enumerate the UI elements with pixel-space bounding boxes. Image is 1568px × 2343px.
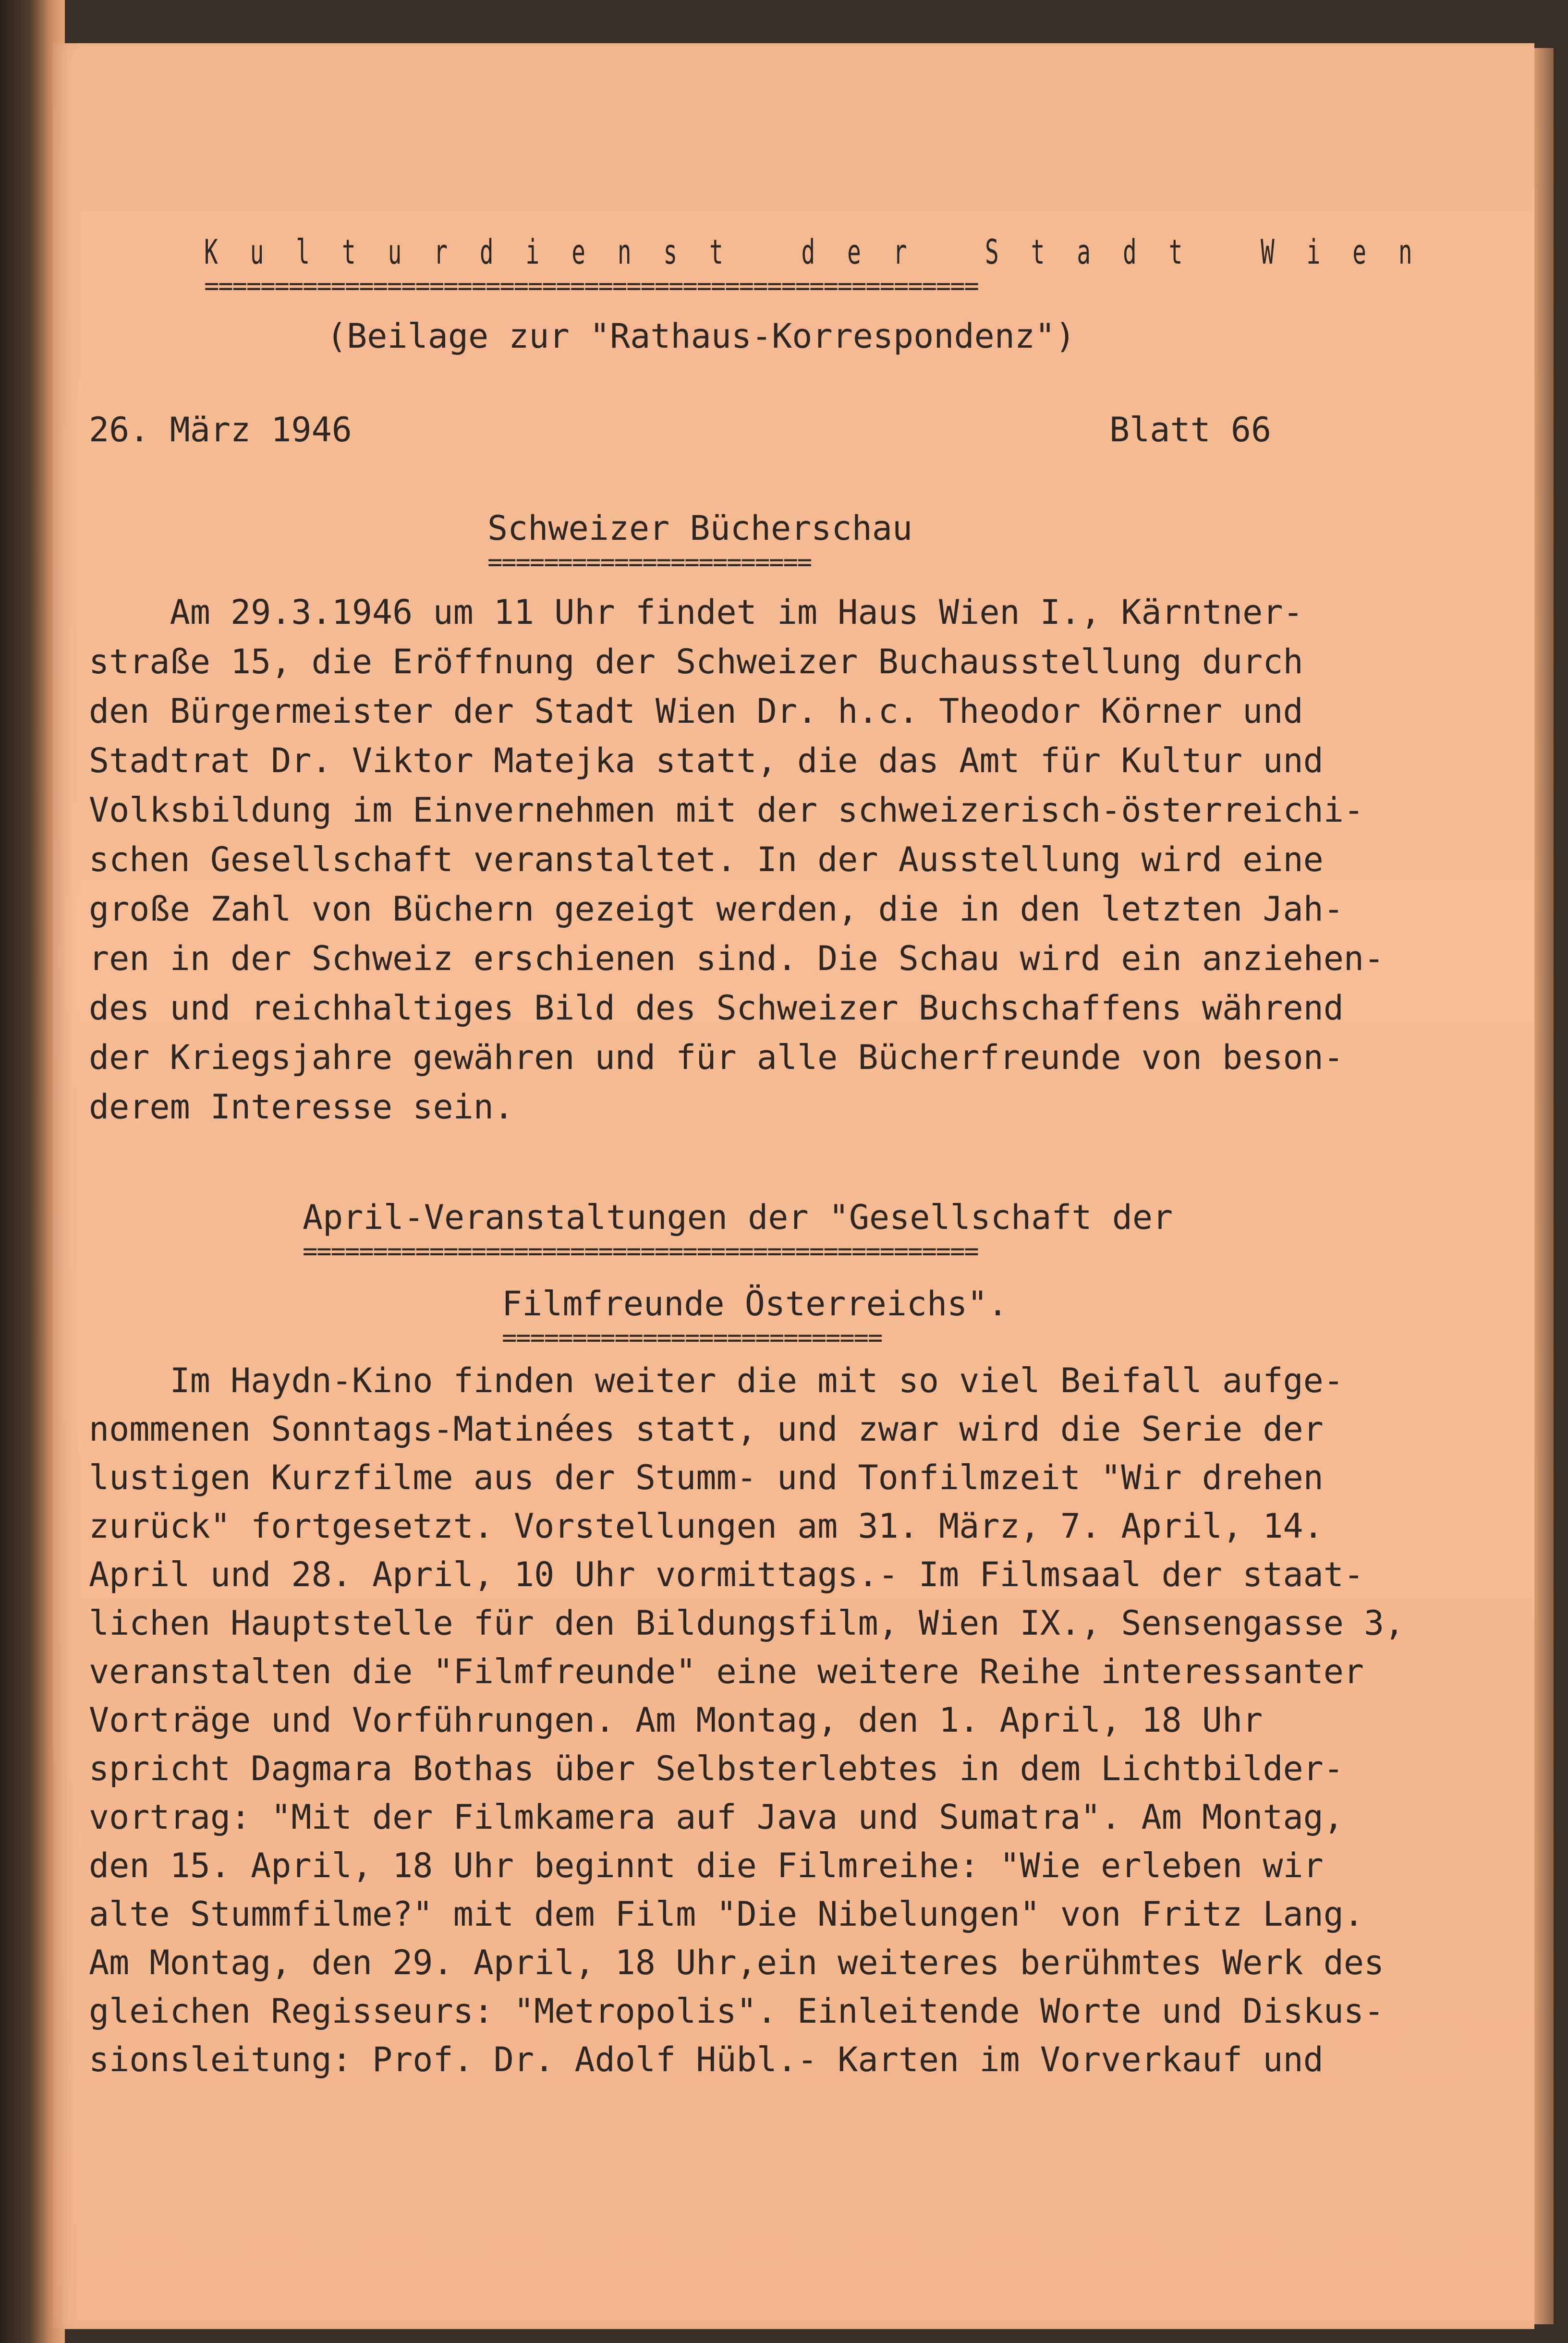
article2-heading-rule1: ================================================: [303, 1237, 978, 1266]
article2-line: alte Stummfilme?" mit dem Film "Die Nibelungen" von Fritz Lang.: [89, 1894, 1364, 1934]
header-title: K u l t u r d i e n s t d e r S t a d t W i e n: [204, 232, 1422, 272]
document-date: 26. März 1946: [89, 410, 352, 449]
article1-line: Stadtrat Dr. Viktor Matejka statt, die das Amt für Kultur und: [89, 741, 1324, 780]
article1-line: der Kriegsjahre gewähren und für alle Bücherfreunde von beson-: [89, 1038, 1344, 1077]
article2-line: sionsleitung: Prof. Dr. Adolf Hübl.- Karten im Vorverkauf und: [89, 2040, 1324, 2079]
article2-heading-line1: April-Veranstaltungen der "Gesellschaft der: [303, 1198, 1173, 1237]
article2-line: Im Haydn-Kino finden weiter die mit so viel Beifall aufge-: [89, 1361, 1344, 1400]
article2-line: den 15. April, 18 Uhr beginnt die Filmreihe: "Wie erleben wir: [89, 1846, 1324, 1885]
article2-heading-rule2: ===========================: [502, 1323, 882, 1352]
article1-line: derem Interesse sein.: [89, 1087, 514, 1127]
article1-heading-rule: =======================: [487, 548, 812, 577]
header-title-rule: =======================================================: [204, 272, 978, 301]
document-page: [53, 43, 1534, 2329]
article1-line: straße 15, die Eröffnung der Schweizer Buchausstellung durch: [89, 642, 1303, 681]
sheet-number: Blatt 66: [1109, 410, 1272, 449]
article2-line: lustigen Kurzfilme aus der Stumm- und Tonfilmzeit "Wir drehen: [89, 1458, 1324, 1497]
article2-line: Am Montag, den 29. April, 18 Uhr,ein weiteres berühmtes Werk des: [89, 1943, 1385, 1982]
article1-line: Volksbildung im Einvernehmen mit der schweizerisch-österreichi-: [89, 790, 1364, 830]
article2-line: lichen Hauptstelle für den Bildungsfilm, Wien IX., Sensengasse 3,: [89, 1603, 1405, 1643]
article2-line: zurück" fortgesetzt. Vorstellungen am 31. März, 7. April, 14.: [89, 1506, 1324, 1546]
article2-line: nommenen Sonntags-Matinées statt, und zwar wird die Serie der: [89, 1409, 1324, 1449]
header-subtitle: (Beilage zur "Rathaus-Korrespondenz"): [327, 316, 1076, 356]
article1-line: ren in der Schweiz erschienen sind. Die Schau wird ein anziehen-: [89, 939, 1385, 978]
article2-line: vortrag: "Mit der Filmkamera auf Java und Sumatra". Am Montag,: [89, 1797, 1344, 1837]
article2-line: April und 28. April, 10 Uhr vormittags.- Im Filmsaal der staat-: [89, 1555, 1364, 1594]
article2-line: spricht Dagmara Bothas über Selbsterlebtes in dem Lichtbilder-: [89, 1749, 1344, 1788]
article2-line: Vorträge und Vorführungen. Am Montag, den 1. April, 18 Uhr: [89, 1700, 1263, 1740]
article2-line: veranstalten die "Filmfreunde" eine weitere Reihe interessanter: [89, 1652, 1364, 1691]
article1-line: den Bürgermeister der Stadt Wien Dr. h.c. Theodor Körner und: [89, 692, 1303, 731]
article2-heading-line2: Filmfreunde Österreichs".: [502, 1284, 1008, 1323]
article1-line: schen Gesellschaft veranstaltet. In der Ausstellung wird eine: [89, 840, 1324, 879]
page-edge: [1534, 48, 1554, 2324]
article1-line: des und reichhaltiges Bild des Schweizer Buchschaffens während: [89, 988, 1344, 1028]
article1-heading: Schweizer Bücherschau: [487, 509, 913, 548]
article1-line: Am 29.3.1946 um 11 Uhr findet im Haus Wien I., Kärntner-: [89, 593, 1303, 632]
article1-line: große Zahl von Büchern gezeigt werden, die in den letzten Jah-: [89, 889, 1344, 929]
article2-line: gleichen Regisseurs: "Metropolis". Einleitende Worte und Diskus-: [89, 1991, 1385, 2031]
